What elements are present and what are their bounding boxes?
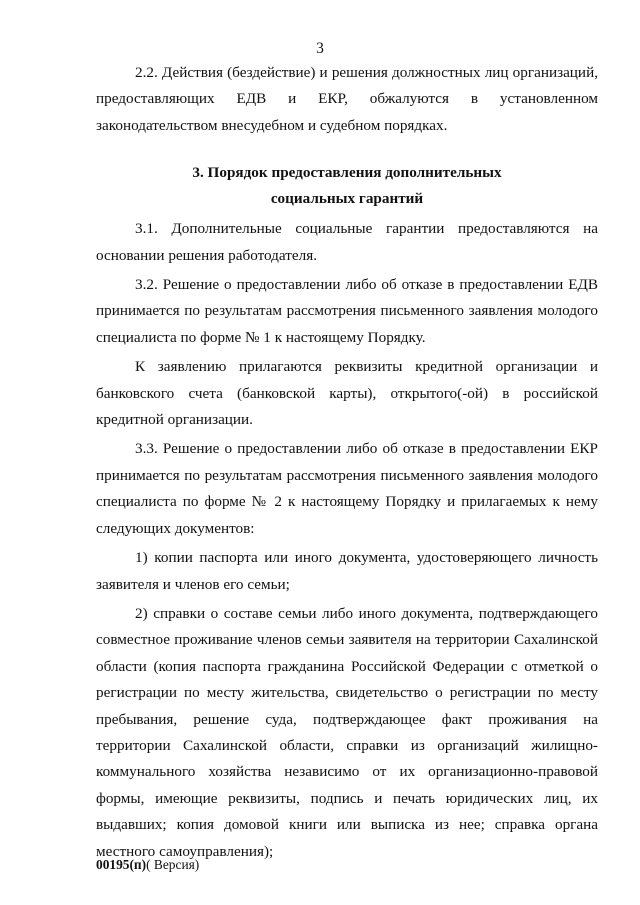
list-item-1: 1) копии паспорта или иного документа, удостоверяющего личность заявителя и членов его семьи; (96, 549, 598, 593)
list-item-2: 2) справки о составе семьи либо иного документа, подтверждающего совместное проживание членов семьи заявителя на территории Сахалинской области (копия паспорта гражданина Российской Федерации с отметкой о регистрации по месту жительства, свидетельство о регистрации по месту пребывания, решение суда, подтверждающее факт проживания на территории Сахалинской области, справки из организаций жилищно-коммунального хозяйства независимо от их организационно-правовой формы, имеющие реквизиты, подпись и печать юридических лиц, их выдавших; копия домовой книги или выписка из нее; справка органа местного самоуправления); (96, 604, 598, 860)
footer-suffix: ( Версия) (146, 857, 200, 872)
document-body (96, 60, 598, 865)
paragraph-2-2: 2.2. Действия (бездействие) и решения должностных лиц организаций, предоставляющих ЕДВ и ЕКР, обжалуются в установленном законодательством внесудебном и судебном порядках. (96, 64, 598, 134)
paragraph-attachments: К заявлению прилагаются реквизиты кредитной организации и банковского счета (банковской карты), открытого(-ой) в российской кредитной организации. (96, 358, 598, 429)
paragraph-3-2: 3.2. Решение о предоставлении либо об отказе в предоставлении ЕДВ принимается по результатам рассмотрения письменного заявления молодого специалиста по форме № 1 к настоящему Порядку. (96, 276, 598, 346)
page-number: 3 (316, 40, 324, 57)
paragraph-3-1: 3.1. Дополнительные социальные гарантии предоставляются на основании решения работодателя. (96, 220, 598, 264)
paragraph-3-3: 3.3. Решение о предоставлении либо об отказе в предоставлении ЕКР принимается по результатам рассмотрения письменного заявления молодого специалиста по форме № 2 к настоящему Порядку и прилагаемых к нему следующих документов: (96, 440, 598, 537)
section-heading (96, 160, 598, 212)
footer-version (96, 852, 199, 878)
footer-code: 00195(п) (96, 857, 147, 872)
section-heading-line-2: социальных гарантий (270, 190, 424, 208)
section-heading-line-1: 3. Порядок предоставления дополнительных (192, 164, 502, 182)
